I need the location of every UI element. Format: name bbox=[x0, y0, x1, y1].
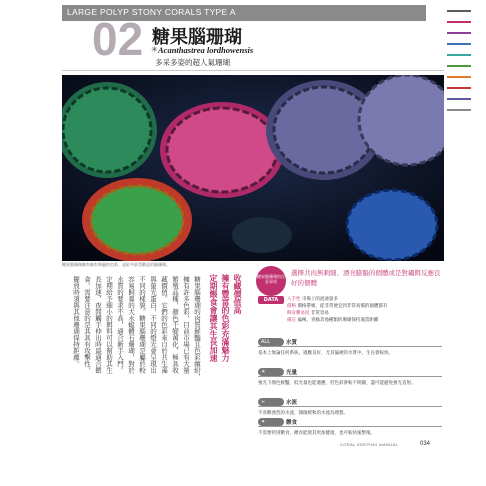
article-column: 定期給予細小的餌料可以幫助其生 bbox=[105, 276, 113, 374]
scientific-name: Acanthastrea lordhowensis bbox=[158, 45, 254, 55]
water-flow-header bbox=[258, 398, 442, 407]
sun-icon: ☀ bbox=[261, 369, 266, 375]
article-column: 擁有許多色彩，目前市場已有大量 bbox=[182, 276, 190, 374]
feeding-header bbox=[258, 418, 442, 427]
feeding-text: 不需要特別餵食，餵食能使其更加健康，也可較快速繁殖。 bbox=[258, 431, 375, 436]
section-tab bbox=[447, 21, 471, 23]
section-tab bbox=[447, 10, 471, 12]
article-column: 藏價值。它們的色彩來自於共生藻 bbox=[160, 276, 168, 374]
article-column: 長加速，夜間觸手伸出時最適合餵 bbox=[94, 276, 102, 374]
section-tab bbox=[447, 76, 471, 78]
data-tag: DATA bbox=[258, 296, 284, 304]
data-key: 飼育難易度 bbox=[287, 311, 310, 316]
wave-icon: ≈ bbox=[261, 399, 266, 405]
food-icon: ✦ bbox=[261, 419, 266, 425]
data-value: 非常容易 bbox=[310, 311, 329, 316]
section-tab bbox=[447, 54, 471, 56]
section-label: 水流 bbox=[286, 400, 298, 406]
article-column: 繁殖品種，顏色千變萬化，極具收 bbox=[171, 276, 179, 374]
article-column: 容易飼養的大水螅體石珊瑚，對於 bbox=[127, 276, 135, 374]
data-row bbox=[287, 317, 437, 324]
section-tab bbox=[447, 98, 471, 100]
type-label: LARGE POLYP STONY CORALS TYPE A bbox=[67, 7, 236, 17]
data-value: 價格帶廣，從非常便宜到非常高價的個體都有 bbox=[297, 304, 388, 309]
water-flow-text: 不喜歡強烈的水流，開啟緩和的水流為理想。 bbox=[258, 411, 348, 416]
section-label: 光量 bbox=[286, 370, 298, 376]
data-key: 入手性 bbox=[287, 297, 301, 302]
section-tabs bbox=[447, 10, 471, 120]
section-tab bbox=[447, 109, 471, 111]
data-list bbox=[287, 296, 437, 324]
coral-photo bbox=[62, 75, 444, 261]
care-notes-badge: 糖果腦珊瑚的注意事項 bbox=[256, 266, 286, 296]
article-heading-3: 定期餵食會讓其生長加速 bbox=[209, 274, 218, 362]
water-quality-header bbox=[258, 338, 442, 347]
data-row bbox=[287, 296, 437, 303]
article-column: 與螢光蛋白，不同的燈光會呈現出 bbox=[149, 276, 157, 374]
lighting-header bbox=[258, 368, 442, 377]
subtitle: 多采多姿的超人氣珊瑚 bbox=[155, 58, 230, 67]
selection-tip: 選擇共肉無刺細、漂亮膨脹的個體或是對鑷餌反應良好的個體 bbox=[291, 269, 441, 287]
data-key: 價格 bbox=[287, 304, 296, 309]
data-row bbox=[287, 303, 437, 310]
asterisk-icon: ✳ bbox=[151, 45, 158, 54]
article-column: 水質的要求不高，適合新手入門。 bbox=[116, 276, 124, 374]
article-heading-2: 擁有豐富的色彩充滿魅力 bbox=[221, 274, 230, 362]
data-value: 偏褐、青綠其他種類的珊瑚保持適當距離 bbox=[297, 318, 379, 323]
page-number: 034 bbox=[420, 441, 431, 447]
photo-caption: 糖果腦珊瑚擁有擁有絢麗的色彩，是缸中最受歡迎的腦珊瑚。 bbox=[62, 262, 170, 267]
article-column: 不同的樣貌。糖果腦珊瑚是屬於較 bbox=[138, 276, 146, 374]
page-title: 糖果腦珊瑚 bbox=[152, 27, 242, 48]
section-tab bbox=[447, 43, 471, 45]
article-column: 擺放時須與其他珊瑚保持距離。 bbox=[72, 276, 80, 367]
lighting-text: 強光下顏色鮮豔，低光量也能適應，但色彩會較不明顯，盡可能避免強光直射。 bbox=[258, 381, 416, 386]
water-quality-text: 基本上無論任何系統，適應良好，尤其偏硬的水質中，生長會較快。 bbox=[258, 351, 393, 356]
article-column: 糖果腦珊瑚的肉質鮮豔且色彩繽紛， bbox=[193, 276, 201, 380]
data-row bbox=[287, 310, 437, 317]
running-title: CORAL KEEPING MANUAL bbox=[340, 442, 399, 447]
article-column: 食。需要注意的是其具有攻擊性， bbox=[83, 276, 91, 374]
species-number: 02 bbox=[92, 13, 144, 65]
section-label: 水質 bbox=[286, 340, 298, 346]
data-key: 備註 bbox=[287, 318, 296, 323]
divider bbox=[62, 70, 444, 71]
section-label: 餵食 bbox=[286, 420, 298, 426]
section-tab bbox=[447, 32, 471, 34]
section-tab bbox=[447, 87, 471, 89]
section-tab bbox=[447, 65, 471, 67]
all-systems-icon: ALL bbox=[261, 339, 270, 345]
data-value: 市場上的流通量多 bbox=[301, 297, 338, 302]
article-heading-1: 收藏價值高 bbox=[233, 274, 242, 314]
